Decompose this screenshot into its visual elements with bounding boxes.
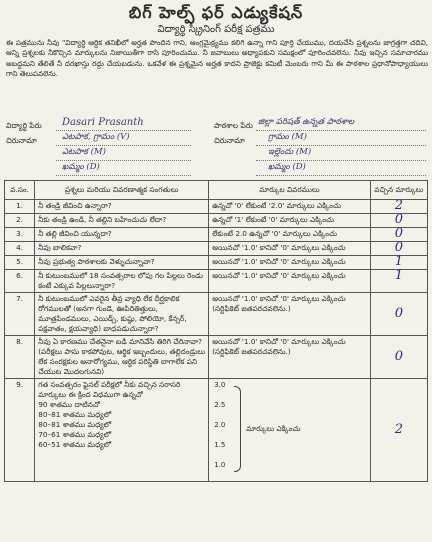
row-question: నీ తల్లి జీవించి యున్నదా? [35, 228, 209, 242]
row-marks[interactable]: 1 [370, 270, 427, 293]
address-label: చిరునామా [6, 136, 37, 145]
row-details: అయినచో '1.0' కానిచో '0' మార్కులు ఎక్కించు (సర్టిఫికెట్ జతపరచవలెను.) [209, 293, 370, 336]
table-row [5, 256, 428, 270]
grade-band: 70–61 శాతము మధ్యలో [38, 430, 112, 439]
name-value[interactable]: Dasari Prasanth [62, 117, 144, 128]
row-marks[interactable]: 0 [370, 242, 427, 256]
scale-value: 3.0 [214, 381, 226, 389]
header-serial: వ.సం. [5, 181, 35, 200]
header-marks: వచ్చిన మార్కులు [370, 181, 427, 200]
mandal-line [56, 160, 191, 161]
row-question: నీ తండ్రి జీవించి ఉన్నారా? [35, 200, 209, 214]
name-line [56, 130, 191, 131]
table-row [5, 200, 428, 214]
row-question: నీకు తండ్రి ఉండి, నీ తల్లిని బహించుచు లేదా? [35, 214, 209, 228]
row-marks[interactable]: 0 [370, 228, 427, 242]
form-row-address [6, 134, 430, 148]
name-label: విద్యార్థి పేరు [6, 121, 42, 130]
table-row [5, 270, 428, 293]
header-details: మార్కుల వివరములు [209, 181, 370, 200]
row-question: నీవు బాలికవా? [35, 242, 209, 256]
marks-scale [212, 380, 366, 480]
page-title: బిగ్ హెల్ప్ ఫర్ ఎడ్యుకేషన్ [128, 3, 304, 22]
district2-line [256, 175, 426, 176]
row-number: 3. [5, 228, 35, 242]
table-header-row [5, 181, 428, 200]
row-details-cell [209, 379, 370, 482]
row-details: ఉన్నచో '0' లేకుంటే '2.0' మార్కులు ఎక్కించు [209, 200, 370, 214]
district-value[interactable]: ఖమ్మం (D) [62, 162, 100, 172]
table-row [5, 214, 428, 228]
row-question: గత సంవత్సరం ఫైనల్ పరీక్షలో నీకు వచ్చిన సరాసరి మార్కులు ఈ క్రింద విధముగా ఉన్నచో [38, 380, 181, 399]
district-line [56, 175, 191, 176]
mandal-value[interactable]: ఎటపాక (M) [62, 147, 106, 157]
row-number: 8. [5, 336, 35, 379]
row-question-cell [35, 379, 209, 482]
table-row [5, 228, 428, 242]
school-value[interactable]: జిల్లా పరిషత్ ఉన్నత పాఠశాల [258, 117, 355, 127]
address-line [56, 145, 191, 146]
scale-value: 1.0 [214, 461, 226, 469]
header-question: ప్రశ్నలు మరియు వివరణాత్మక సంగతులు [35, 181, 209, 200]
row-details: అయినచో '1.0' కానిచో '0' మార్కులు ఎక్కించు (సర్టిఫికెట్ జతపరచవలెను.) [209, 336, 370, 379]
row-number: 6. [5, 270, 35, 293]
row-details: లేకుంటే 2.0 ఉన్నచో '0' మార్కులు ఎక్కించు [209, 228, 370, 242]
form-row-mandal [6, 149, 430, 163]
scale-value: 1.5 [214, 441, 226, 449]
row-question: నీవు ప్రభుత్వ పాఠశాలకు వెళ్ళుచున్నావా? [35, 256, 209, 270]
row-number: 7. [5, 293, 35, 336]
row-details: ఉన్నచో '1' లేకుంటే '0' మార్కులు ఎక్కించు [209, 214, 370, 228]
grade-band: 80–81 శాతము మధ్యలో [38, 420, 112, 429]
row-number: 5. [5, 256, 35, 270]
school-line [256, 130, 426, 131]
address-value[interactable]: ఎటపాక, గ్రామం (V) [62, 132, 130, 142]
row-marks[interactable]: 2 [370, 379, 427, 482]
page-subtitle: విద్యార్థి స్క్రీనింగ్ పరీక్ష పత్రము [157, 24, 275, 35]
row-number: 2. [5, 214, 35, 228]
row-details: అయినచో '1.0' కానిచో '0' మార్కులు ఎక్కించు [209, 256, 370, 270]
table-row [5, 336, 428, 379]
row-marks[interactable]: 0 [370, 214, 427, 228]
row-marks[interactable]: 0 [370, 336, 427, 379]
screening-table [4, 180, 428, 482]
grade-band: 80–81 శాతము మధ్యలో [38, 410, 112, 419]
scale-bracket [234, 386, 241, 472]
row-number: 4. [5, 242, 35, 256]
row-number: 9. [5, 379, 35, 482]
address2-label: చిరునామా [214, 136, 245, 145]
scale-value: 2.5 [214, 401, 226, 409]
row-marks[interactable]: 0 [370, 293, 427, 336]
row-details: అయినచో '1.0' కానిచో '0' మార్కులు ఎక్కించు [209, 270, 370, 293]
village-value[interactable]: గ్రామం (M) [268, 132, 307, 142]
mandal2-value[interactable]: ఇల్లెందు (M) [268, 147, 312, 157]
form-row-district [6, 164, 430, 178]
instructions-paragraph: ఈ పత్రమును నీవు "విద్యార్థి ఆర్థిక తనిఖీలో అర్హత పొందిన గాని, ఆంగ్లమైక్ర్యము కలిగి ఉన్నా గాని పూర్తి చేయుము, దయచేసి ప్రశ్నలను జాగ్రత్తగా చదివి, ఆన్ని ప్రశ్నలకు నీకొచ్చిన మార్కులను నిజాయితీగా రాసి పూరించుము. నీ జవాబులు అధ్యాపకుని సమక్షంలో పూరించవలెను. నీవు ఇచ్చిన సమాచారము అబద్ధమని తేలితే నీ దరఖాస్తు రద్దు చేయబడును. ఒకవేళ ఈ ప్రశ్నమైన అర్హత కాదని ప్రాజెక్టు కమిటీ మెంబరు గాని మీ ఈ పాఠశాల ప్రధానోపాధ్యాయులు గాని తెలుపవలెను. [6, 38, 428, 79]
row-question: నీవు ఏ కారణము చేతనైనా బడి మానివేసి తిరిగి చేరినావా? (పరీక్షలు పాసు కాకపోవుట, ఆర్థిక ఇబ్బందులు, తల్లిదండ్రులు లేక సంరక్షకుల అనారోగ్యము, ఆర్థిక పరిస్థితి బాగాలేక పని చేయుట మొదలగునవి) [35, 336, 209, 379]
table-row [5, 242, 428, 256]
form-row-name [6, 119, 430, 133]
grade-band: 60–51 శాతము మధ్యలో [38, 440, 112, 449]
row-details: మార్కులు ఎక్కించు [246, 424, 301, 433]
school-label: పాఠశాల పేరు [214, 121, 253, 130]
row-details: అయినచో '1.0' కానిచో '0' మార్కులు ఎక్కించు [209, 242, 370, 256]
row-marks[interactable]: 2 [370, 200, 427, 214]
scale-value: 2.0 [214, 421, 226, 429]
district2-value[interactable]: ఖమ్మం (D) [268, 162, 306, 172]
row-question: నీ కుటుంబములో 18 సంవత్సరాల లోపు గల పిల్లలు రెండు కంటే ఎక్కువ పిల్లలున్నారా? [35, 270, 209, 293]
row-number: 1. [5, 200, 35, 214]
row-question: నీ కుటుంబములో ఎవరైన తీవ్ర వ్యాధి లేక దీర్ఘకాలిక రోగములతో (అనగా గుండె, ఊపిరితిత్తులు, మూత్రపిండములు, ఎయిడ్స్, కుష్ఠు, పోలియో, కేన్సర్, పక్షవాతం, క్షయవ్యాధి) బాధపడుచున్నారా? [35, 293, 209, 336]
grade-band: 90 శాతము దాటినచో [38, 400, 100, 409]
table-row [5, 379, 428, 482]
address2-line [256, 145, 426, 146]
row-marks[interactable]: 1 [370, 256, 427, 270]
table-row [5, 293, 428, 336]
mandal2-line [256, 160, 426, 161]
